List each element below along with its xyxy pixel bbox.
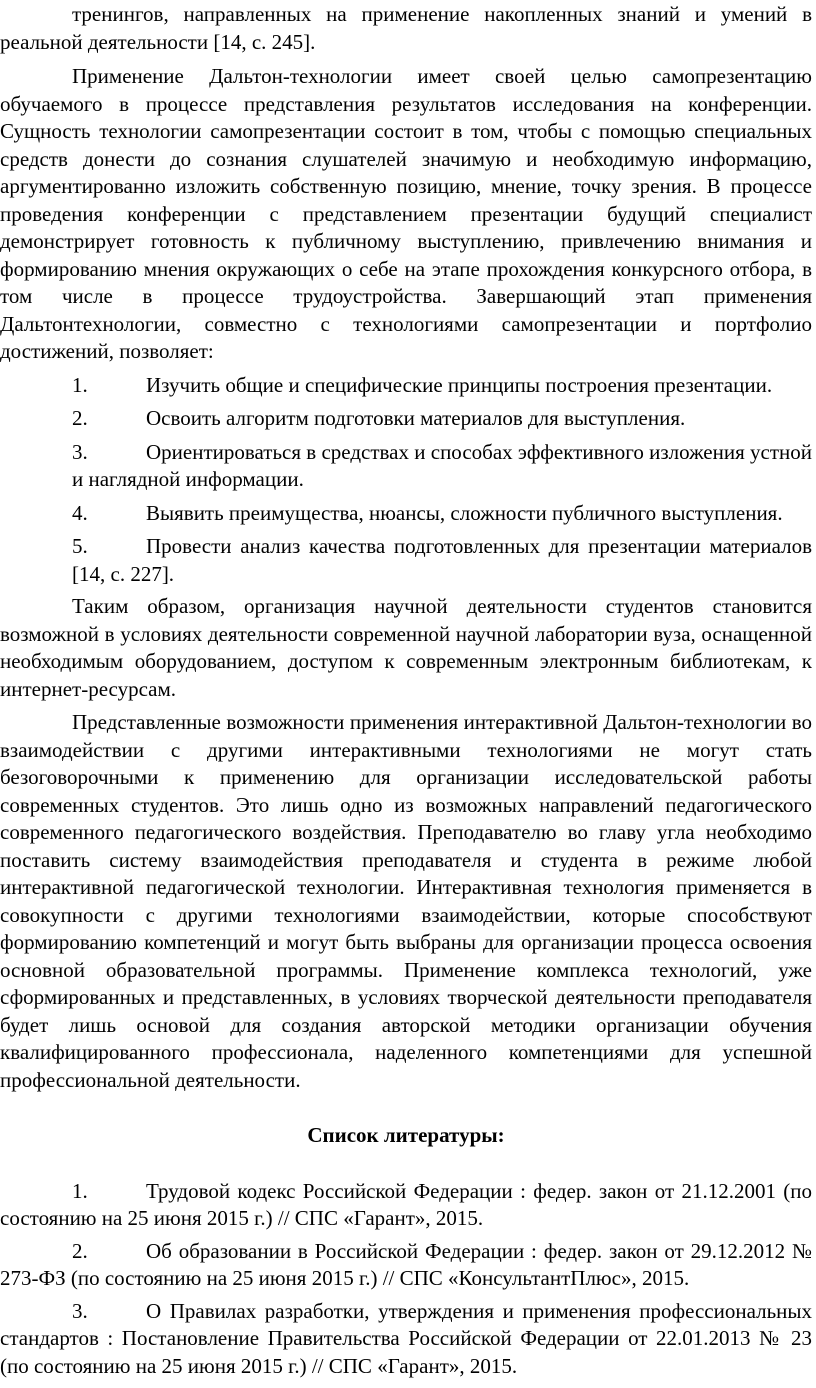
list-item-number: 4. — [72, 500, 88, 525]
paragraph-possibilities: Представленные возможности применения интерактивной Дальтон-технологии во взаимодействии с другими интерактивными технологиями не могут стать безоговорочными к применению для организации исследовательской работы современных студентов. Это лишь одно из возможных направлений педагогического современного педагогического воздействия. Преподавателю во главу угла необходимо поставить систему взаимодействия преподавателя и студента в режиме любой интерактивной педагогической технологии. Интерактивная технология применяется в совокупности с другими технологиями взаимодействии, которые способствуют формированию компетенций и могут быть выбраны для организации процесса освоения основной образовательной программы. Применение комплекса технологий, уже сформированных и представленных, в условиях творческой деятельности преподавателя будет лишь основой для создания авторской методики организации обучения квалифицированного профессионала, наделенного компетенциями для успешной профессиональной деятельности. — [0, 710, 812, 1092]
reference-item — [0, 1178, 812, 1233]
reference-text: Трудовой кодекс Российской Федерации : федер. закон от 21.12.2001 (по состоянию на 25 июня 2015 г.) // СПС «Гарант», 2015. — [0, 1178, 812, 1230]
references-list — [0, 1178, 812, 1381]
references-heading: Список литературы: — [307, 1123, 505, 1147]
list-item — [72, 405, 812, 433]
list-item-number: 1. — [72, 372, 88, 397]
list-item-number: 5. — [72, 534, 88, 558]
list-item-text: Освоить алгоритм подготовки материалов для выступления. — [146, 406, 686, 430]
list-item — [72, 500, 812, 528]
paragraph-conclusion: Таким образом, организация научной деятельности студентов становится возможной в условиях деятельности современной научной лаборатории вуза, оснащенной необходимым оборудованием, доступом к современным электронным библиотекам, к интернет-ресурсам. — [0, 594, 812, 701]
reference-number: 1. — [72, 1178, 88, 1203]
list-item-text: Выявить преимущества, нюансы, сложности публичного выступления. — [146, 500, 783, 525]
reference-item — [0, 1298, 812, 1381]
reference-item — [0, 1238, 812, 1293]
list-item — [72, 372, 812, 400]
reference-number: 2. — [72, 1238, 88, 1263]
list-item-number: 2. — [72, 406, 88, 430]
list-item-number: 3. — [72, 439, 88, 464]
list-item-text: Провести анализ качества подготовленных для презентации материалов [14, с. 227]. — [72, 534, 812, 586]
list-item-text: Изучить общие и специфические принципы построения презентации. — [146, 372, 773, 397]
list-item — [72, 533, 812, 588]
reference-text: О Правилах разработки, утверждения и применения профессиональных стандартов : Постановление Правительства Российской Федерации от 22.01.2013 № 23 (по состоянию на 25 июня 2015 г.) // СПС «Гарант», 2015. — [0, 1298, 812, 1378]
list-item-text: Ориентироваться в средствах и способах эффективного изложения устной и наглядной информации. — [72, 439, 812, 491]
numbered-list — [0, 372, 812, 589]
reference-number: 3. — [72, 1298, 88, 1323]
paragraph-continued: тренингов, направленных на применение накопленных знаний и умений в реальной деятельности [14, с. 245]. — [0, 2, 812, 54]
reference-text: Об образовании в Российской Федерации : федер. закон от 29.12.2012 № 273-ФЗ (по состоянию на 25 июня 2015 г.) // СПС «КонсультантПлюс», 2015. — [0, 1238, 812, 1290]
list-item — [72, 439, 812, 494]
paragraph-dalton-technology: Применение Дальтон-технологии имеет своей целью самопрезентацию обучаемого в процессе представления результатов исследования на конференции. Сущность технологии самопрезентации состоит в том, чтобы с помощью специальных средств донести до сознания слушателей значимую и необходимую информацию, аргументированно изложить собственную позицию, мнение, точку зрения. В процессе проведения конференции с представлением презентации будущий специалист демонстрирует готовность к публичному выступлению, привлечению внимания и формированию мнения окружающих о себе на этапе прохождения конкурсного отбора, в том числе в процессе трудоустройства. Завершающий этап применения Дальтонтехнологии, совместно с технологиями самопрезентации и портфолио достижений, позволяет: — [0, 64, 812, 363]
